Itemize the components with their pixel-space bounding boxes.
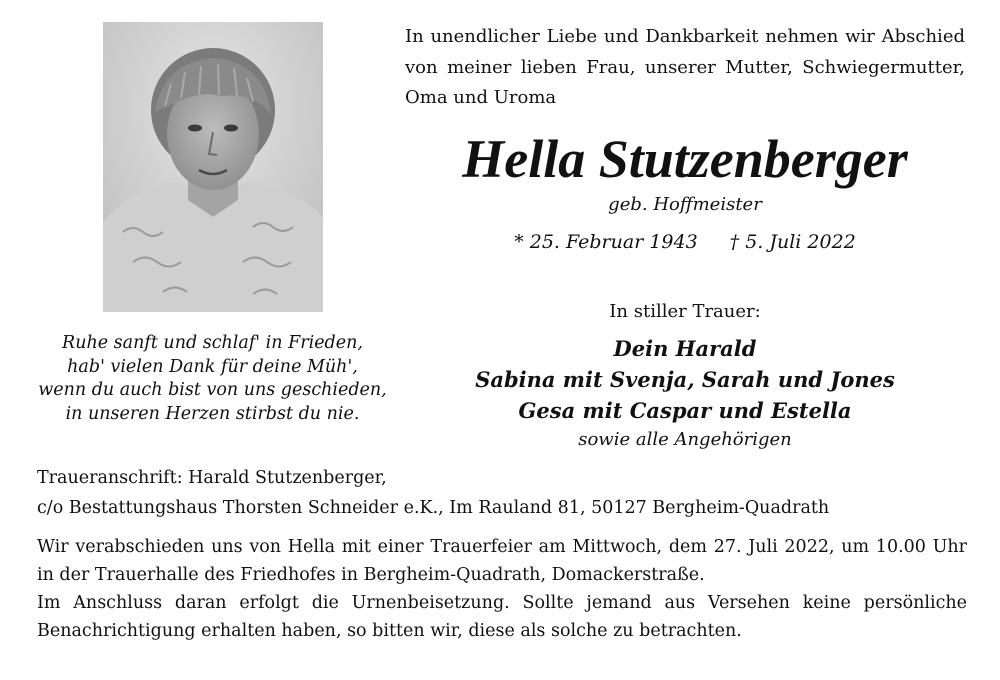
service-line: Im Anschluss daran erfolgt die Urnenbeisetzung. Sollte jemand aus Versehen keine persönliche bbox=[37, 593, 967, 613]
mourner-line: Sabina mit Svenja, Sarah und Jones bbox=[475, 367, 895, 392]
intro-line: Oma und Uroma bbox=[405, 87, 557, 108]
portrait-illustration bbox=[103, 22, 323, 312]
birth-name: geb. Hoffmeister bbox=[608, 194, 762, 215]
mourners-list bbox=[405, 333, 965, 426]
poem-line: in unseren Herzen stirbst du nie. bbox=[65, 403, 360, 424]
birth-date: * 25. Februar 1943 bbox=[514, 231, 698, 253]
intro-line: In unendlicher Liebe und Dankbarkeit nehmen wir Abschied bbox=[405, 26, 965, 47]
mourner-line: Gesa mit Caspar und Estella bbox=[518, 398, 852, 423]
portrait-photo bbox=[103, 22, 323, 312]
service-line: in der Trauerhalle des Friedhofes in Bergheim-Quadrath, Domackerstraße. bbox=[37, 565, 705, 585]
poem-line: wenn du auch bist von uns geschieden, bbox=[38, 380, 387, 400]
service-line: Benachrichtigung erhalten haben, so bitten wir, diese als solche zu betrachten. bbox=[37, 621, 742, 641]
mourning-label: In stiller Trauer: bbox=[609, 301, 761, 322]
deceased-name: Hella Stutzenberger bbox=[462, 129, 908, 189]
poem-line: hab' vielen Dank für deine Müh', bbox=[67, 356, 358, 377]
mourner-line: Dein Harald bbox=[613, 336, 757, 361]
life-dates bbox=[405, 229, 965, 255]
mourning-address bbox=[37, 463, 967, 523]
memorial-poem bbox=[20, 332, 405, 426]
poem-line: Ruhe sanft und schlaf' in Frieden, bbox=[62, 333, 363, 353]
intro-line: von meiner lieben Frau, unserer Mutter, Schwiegermutter, bbox=[405, 56, 965, 78]
service-line: Wir verabschieden uns von Hella mit einer Trauerfeier am Mittwoch, dem 27. Juli 2022, um 10.00 Uhr bbox=[37, 537, 967, 557]
service-details bbox=[37, 533, 967, 645]
address-line: c/o Bestattungshaus Thorsten Schneider e.K., Im Rauland 81, 50127 Bergheim-Quadrath bbox=[37, 498, 830, 518]
relatives-line: sowie alle Angehörigen bbox=[578, 429, 792, 450]
death-date: † 5. Juli 2022 bbox=[729, 231, 856, 253]
intro-text bbox=[405, 22, 965, 114]
address-line: Traueranschrift: Harald Stutzenberger, bbox=[37, 468, 387, 488]
